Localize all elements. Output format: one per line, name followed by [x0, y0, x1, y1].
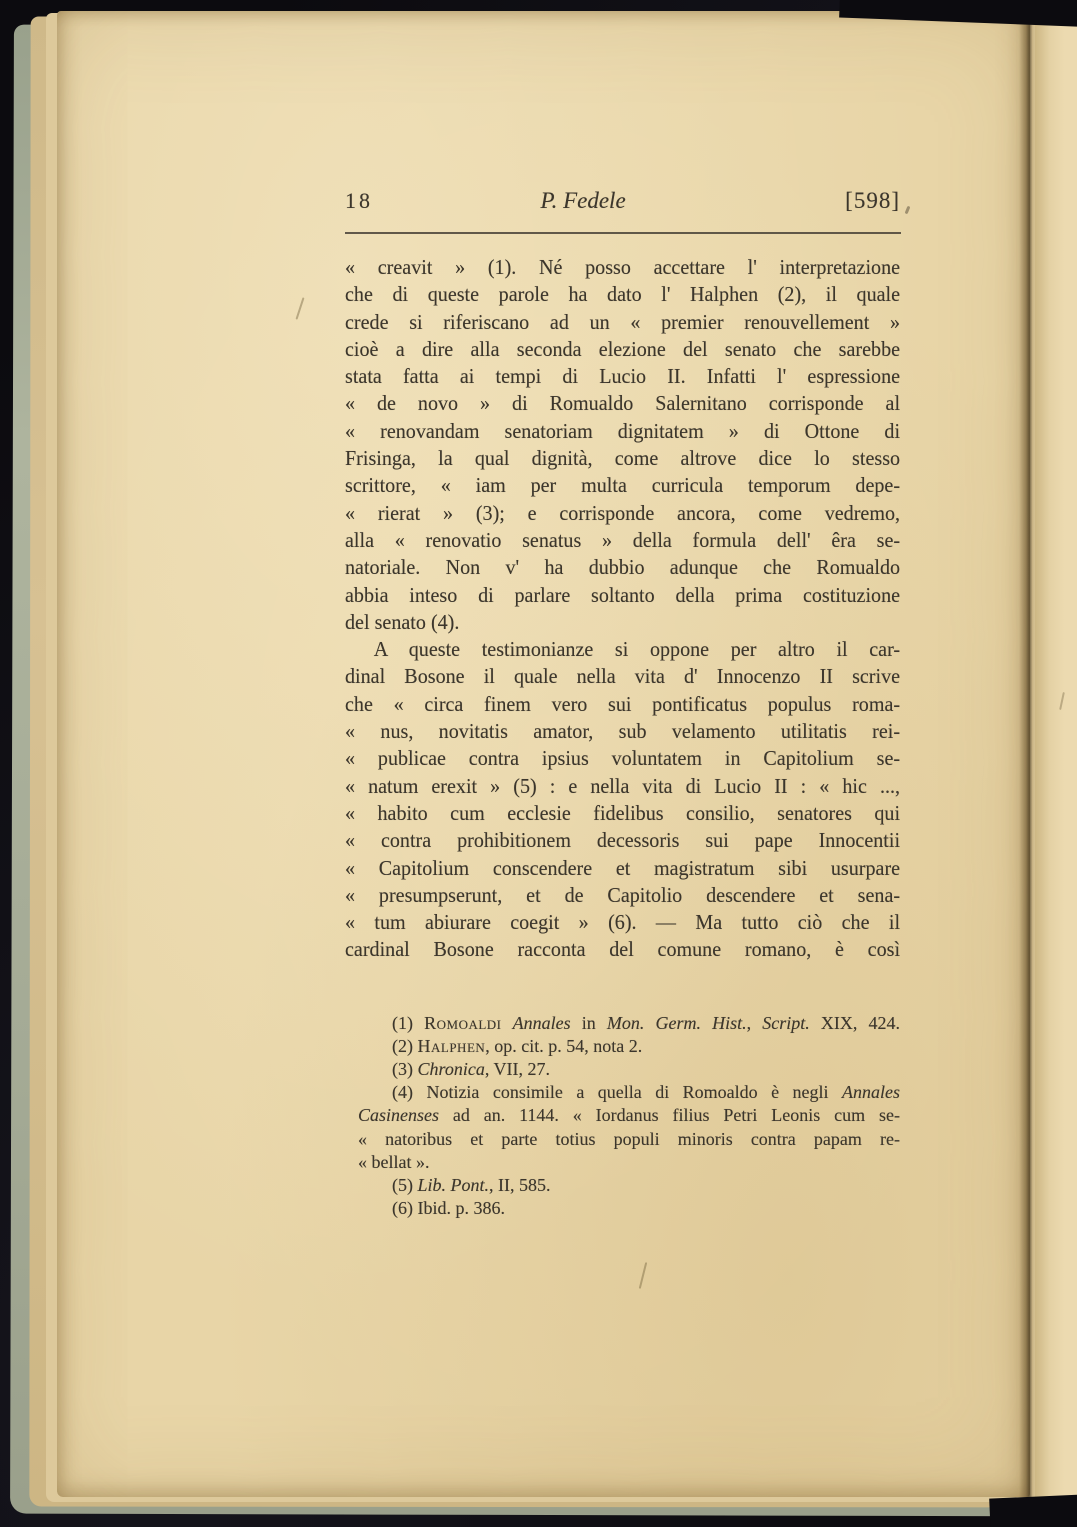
text-line: (6) Ibid. p. 386.	[392, 1198, 505, 1219]
text-line: « publicae contra ipsius voluntatem in Capitolium se-	[345, 746, 901, 771]
text-line: « bellat ».	[358, 1151, 430, 1172]
text-line: cardinal Bosone racconta del comune romano, è così	[345, 937, 901, 962]
text-line: dinal Bosone il quale nella vita d' Innocenzo II scrive	[345, 664, 901, 689]
running-title: P. Fedele	[540, 188, 626, 213]
text-line: (5) Lib. Pont., II, 585.	[392, 1175, 551, 1196]
text-line: « presumpserunt, et de Capitolio descendere et sena-	[345, 882, 901, 907]
text-line: scrittore, « iam per multa curricula temporum depe-	[345, 473, 901, 498]
text-line: « natoribus et parte totius populi minoris contra papam re-	[358, 1128, 900, 1149]
text-line: (4) Notizia consimile a quella di Romoaldo è negli Annales	[392, 1082, 900, 1103]
text-line: che « circa finem vero sui pontificatus populus roma-	[345, 691, 901, 716]
text-line: « contra prohibitionem decessoris sui pape Innocentii	[345, 828, 901, 853]
folio-number: [598]	[845, 188, 900, 213]
text-line: natoriale. Non v' ha dubbio adunque che Romualdo	[345, 555, 901, 580]
text-line: cioè a dire alla seconda elezione del senato che sarebbe	[345, 336, 901, 361]
text-line: abbia inteso di parlare soltanto della prima costituzione	[345, 582, 901, 607]
adjacent-page-sliver	[1035, 18, 1077, 1500]
text-line: (2) Halphen, op. cit. p. 54, nota 2.	[392, 1035, 643, 1056]
scan-background-wedge	[989, 1493, 1077, 1527]
text-line: (1) Romoaldi Annales in Mon. Germ. Hist., Script. XIX, 424.	[392, 1012, 900, 1033]
text-line: « tum abiurare coegit » (6). — Ma tutto ciò che il	[345, 910, 901, 935]
text-line: alla « renovatio senatus » della formula dell' êra se-	[345, 527, 901, 552]
text-line: « creavit » (1). Né posso accettare l' interpretazione	[345, 255, 901, 279]
text-line: « Capitolium conscendere et magistratum sibi usurpare	[345, 855, 901, 880]
footnotes	[358, 1012, 900, 1221]
page-number: 18	[345, 188, 373, 213]
text-line: che di queste parole ha dato l' Halphen (2), il quale	[345, 282, 901, 307]
text-line: del senato (4).	[345, 609, 460, 634]
text-line: crede si riferiscano ad un « premier renouvellement »	[345, 309, 901, 334]
body-text	[345, 254, 900, 964]
text-line: « de novo » di Romualdo Salernitano corrisponde al	[345, 391, 901, 416]
text-line: « habito cum ecclesie fidelibus consilio, senatores qui	[345, 800, 901, 825]
text-line: « natum erexit » (5) : e nella vita di Lucio II : « hic ...,	[345, 773, 901, 798]
text-line: stata fatta ai tempi di Lucio II. Infatti l' espressione	[345, 364, 901, 389]
text-line: A queste testimonianze si oppone per altro il car-	[373, 637, 901, 662]
text-line: Frisinga, la qual dignità, come altrove dice lo stesso	[345, 446, 901, 471]
text-line: « nus, novitatis amator, sub velamento utilitatis rei-	[345, 719, 901, 744]
page-header	[345, 186, 900, 216]
text-line: Casinenses ad an. 1144. « Iordanus filius Petri Leonis cum se-	[358, 1105, 900, 1126]
text-line: « rierat » (3); e corrisponde ancora, come vedremo,	[345, 500, 901, 525]
text-line: « renovandam senatoriam dignitatem » di Ottone di	[345, 418, 901, 443]
text-line: (3) Chronica, VII, 27.	[392, 1059, 551, 1080]
page-content	[345, 186, 900, 1220]
header-rule	[345, 232, 901, 234]
